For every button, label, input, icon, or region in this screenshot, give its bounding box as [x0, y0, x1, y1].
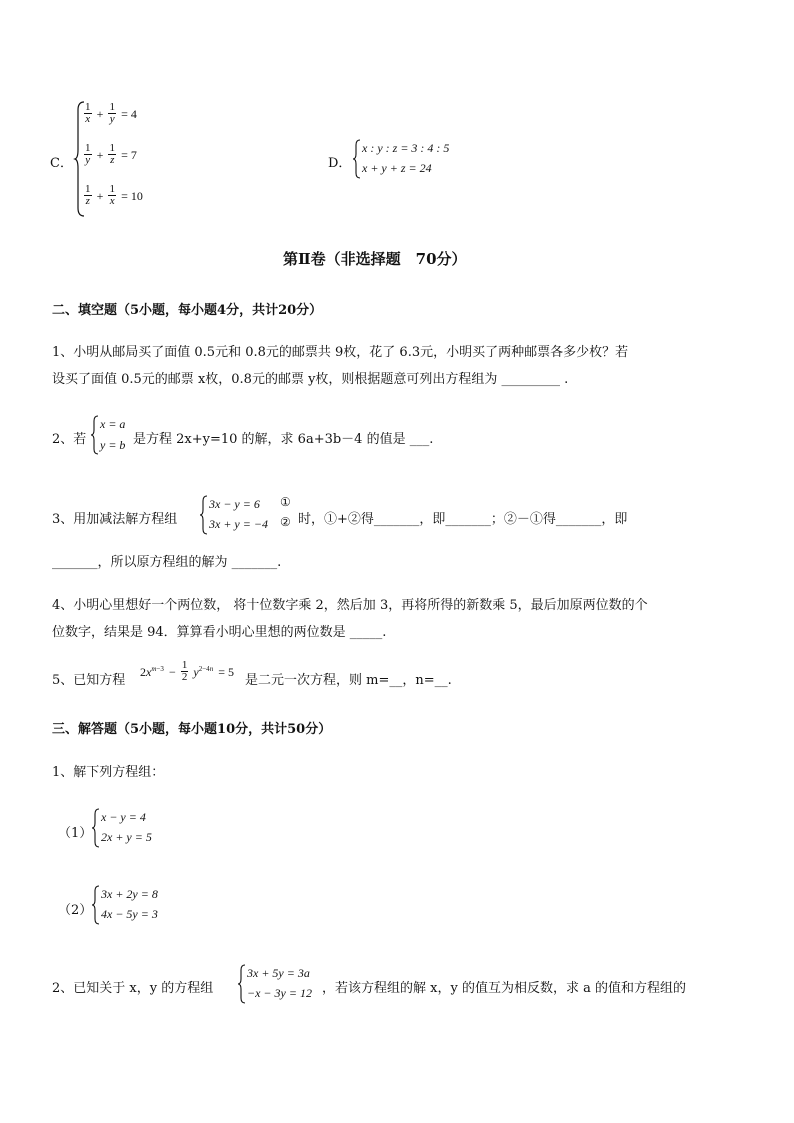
s1-p1-eq1: x − y = 4 [101, 810, 146, 824]
q3-mark1: ① [280, 495, 291, 509]
s1-p1-brace [91, 807, 101, 849]
q2-eq2: y = b [100, 438, 126, 452]
s1-p1-eq2: 2x + y = 5 [101, 830, 152, 844]
option-d-brace [352, 138, 362, 180]
q3-brace [199, 494, 209, 536]
s2-brace [237, 963, 247, 1005]
q4-line1: 4、小明心里想好一个两位数， 将十位数字乘 2，然后加 3，再将所得的新数乘 5，最后加原两位数的个 [52, 598, 648, 613]
s1-p2-label: （2） [58, 903, 93, 918]
q3-eq1: 3x − y = 6 [209, 497, 260, 511]
q3-line2: _______，所以原方程组的解为 _______. [52, 555, 282, 570]
q3-prefix: 3、用加减法解方程组 [52, 512, 178, 527]
option-d-eq2: x + y + z = 24 [362, 161, 432, 175]
s1-p2-eq1: 3x + 2y = 8 [101, 887, 158, 901]
q3-mark2: ② [280, 515, 291, 529]
s2-eq2: −x − 3y = 12 [247, 986, 312, 1000]
q1-line2: 设买了面值 0.5元的邮票 x枚，0.8元的邮票 y枚，则根据题意可列出方程组为 _________ . [52, 372, 569, 387]
s2-eq1: 3x + 5y = 3a [247, 966, 310, 980]
option-c-eq2-rhs: = 7 [121, 148, 137, 162]
option-c-eq3: $\frac{1}{z}$ + $\frac{1}{x}$ = 10 [85, 183, 143, 207]
option-c-eq3-rhs: = 10 [121, 189, 143, 203]
q3-suffix: 时，①+②得_______，即_______；②－①得_______，即 [298, 512, 628, 527]
s2-suffix: ，若该方程组的解 x，y 的值互为相反数，求 a 的值和方程组的 [322, 981, 686, 996]
option-c-eq1: $\frac{1}{x}$ + $\frac{1}{y}$ = 4 [85, 101, 137, 125]
s1-p2-brace [91, 884, 101, 926]
s2-prefix: 2、已知关于 x，y 的方程组 [52, 981, 214, 996]
section2-heading: 二、填空题（5小题，每小题4分，共计20分） [52, 303, 323, 318]
q5-equation: $2x^{m-3}$ − $\frac{1}{2}$ $y^{2-4n} = 5$ [140, 659, 235, 683]
s1-title: 1、解下列方程组： [52, 765, 165, 780]
option-c-label: C． [50, 156, 73, 171]
q2-brace [90, 414, 100, 456]
s1-p1-label: （1） [58, 826, 93, 841]
option-d-label: D． [328, 156, 352, 171]
q5-prefix: 5、已知方程 [52, 673, 126, 688]
option-c-eq2: $\frac{1}{y}$ + $\frac{1}{z}$ = 7 [85, 142, 137, 166]
q4-line2: 位数字，结果是 94．算算看小明心里想的两位数是 _____. [52, 625, 387, 640]
q2-suffix: 是方程 2x+y=10 的解，求 6a+3b－4 的值是 ___. [133, 432, 434, 447]
part2-title: 第Ⅱ卷（非选择题 70分） [283, 250, 467, 268]
q2-prefix: 2、若 [52, 432, 87, 447]
s1-p2-eq2: 4x − 5y = 3 [101, 907, 158, 921]
q5-suffix: 是二元一次方程，则 m=__，n=__. [245, 673, 452, 688]
q2-eq1: x = a [100, 417, 126, 431]
q1-line1: 1、小明从邮局买了面值 0.5元和 0.8元的邮票共 9枚，花了 6.3元，小明买了两种邮票各多少枚？若 [52, 345, 629, 360]
section3-heading: 三、解答题（5小题，每小题10分，共计50分） [52, 722, 332, 737]
option-d-eq1: x : y : z = 3 : 4 : 5 [362, 141, 450, 155]
option-c-eq1-rhs: = 4 [121, 107, 137, 121]
q3-eq2: 3x + y = −4 [209, 517, 268, 531]
